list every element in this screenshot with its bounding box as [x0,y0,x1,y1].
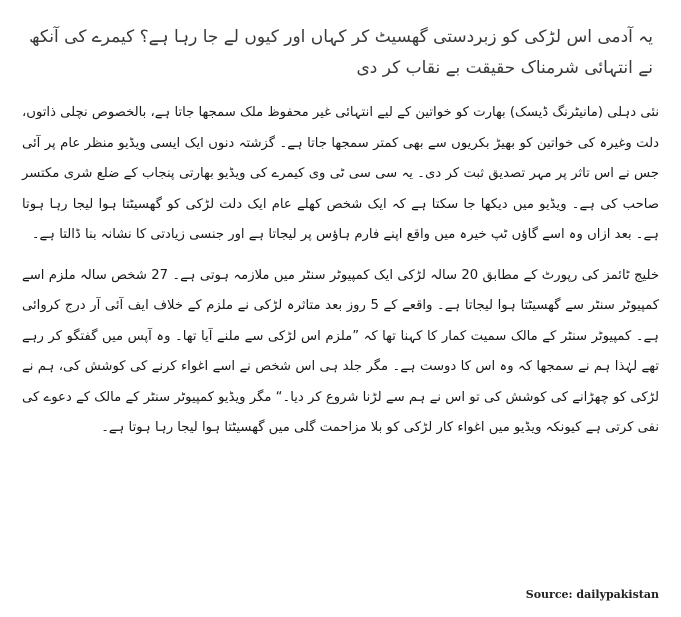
source-credit: Source: dailypakistan [525,588,659,601]
article-headline: یہ آدمی اس لڑکی کو زبردستی گھسیٹ کر کہاں اور کیوں لے جا رہا ہے؟ کیمرے کی آنکھ نے انتہائی شرمناک حقیقت بے نقاب کر دی [29,27,653,78]
article-paragraph-1: نئی دہلی (مانیٹرنگ ڈیسک) بھارت کو خواتین کے لیے انتہائی غیر محفوظ ملک سمجھا جاتا ہے، بالخصوص نچلی ذاتوں، دلت وغیرہ کی خواتین کو بھیڑ بکریوں سے بھی کمتر سمجھا جاتا ہے۔ گزشتہ دنوں ایک ایسی ویڈیو منظر عام پر آئی جس نے اس تاثر پر مہر تصدیق ثبت کر دی۔ یہ سی سی ٹی وی کیمرے کی ویڈیو بھارتی پنجاب کے ضلع شری مکتسر صاحب کی ہے۔ ویڈیو میں دیکھا جا سکتا ہے کہ ایک شخص کھلے عام ایک دلت لڑکی کو گھسیٹتا ہوا لیجا رہا ہوتا ہے۔ بعد ازاں وہ اسے گاؤں ٹپ خیرہ میں واقع اپنے فارم ہاؤس پر لیجاتا ہے اور جنسی زیادتی کا نشانہ بنا ڈالتا ہے۔ [22,105,659,242]
article-paragraph-2: خلیج ٹائمز کی رپورٹ کے مطابق 20 سالہ لڑکی ایک کمپیوٹر سنٹر میں ملازمہ ہوتی ہے۔ 27 شخص سالہ ملزم اسے کمپیوٹر سنٹر سے گھسیٹتا ہوا لیجاتا ہے۔ واقعے کے 5 روز بعد متاثرہ لڑکی نے ملزم کے خلاف ایف آئی آر درج کروائی ہے۔ کمپیوٹر سنٹر کے مالک سمیت کمار کا کہنا تھا کہ ”ملزم اس لڑکی سے ملنے آیا تھا۔ وہ آپس میں گفتگو کر رہے تھے لہٰذا ہم نے سمجھا کہ وہ اس کا دوست ہے۔ مگر جلد ہی اس شخص نے اسے اغواء کرنے کی کوشش کی، ہم نے لڑکی کو چھڑانے کی کوشش کی تو اس نے ہم سے لڑنا شروع کر دیا۔“ مگر ویڈیو کمپیوٹر سنٹر کے مالک کے دعوے کی نفی کرتی ہے کیونکہ ویڈیو میں اغواء کار لڑکی کو بلا مزاحمت گلی میں گھسیٹتا ہوا لیجا رہا ہوتا ہے۔ [22,267,659,435]
